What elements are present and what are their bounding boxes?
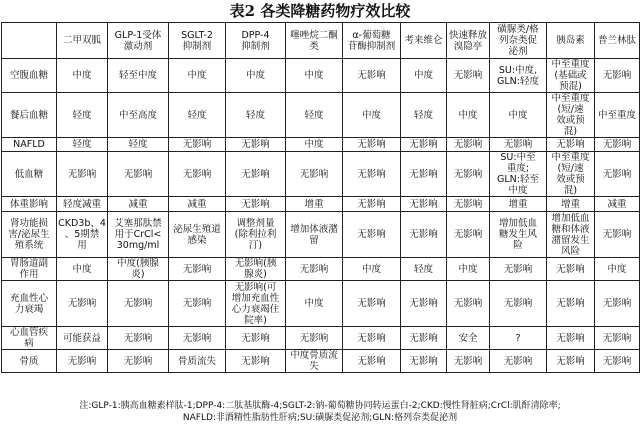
table-cell: 中度 bbox=[343, 93, 401, 138]
table-cell: 无影响 bbox=[57, 350, 108, 373]
table-row bbox=[2, 258, 640, 281]
table-cell: 中至重度 bbox=[595, 93, 640, 138]
table-cell: SU:中度, GLN:轻度 bbox=[490, 59, 547, 93]
table-cell: 无影响 bbox=[343, 281, 401, 327]
table-cell: 无影响 bbox=[447, 152, 490, 197]
table-cell: 增重 bbox=[286, 197, 343, 212]
table-cell: 中度(胰腺 炎) bbox=[108, 258, 169, 281]
column-header: GLP-1受体 激动剂 bbox=[108, 23, 169, 59]
table-cell: 无影响 bbox=[226, 327, 286, 350]
table-cell: 无影响 bbox=[401, 350, 447, 373]
table-cell: 中度骨质流 失 bbox=[286, 350, 343, 373]
table-cell: 中度 bbox=[447, 93, 490, 138]
table-cell: 无影响 bbox=[108, 350, 169, 373]
row-label: 充血性心 力衰竭 bbox=[2, 281, 57, 327]
table-cell: 中度 bbox=[57, 258, 108, 281]
table-cell: 中度 bbox=[401, 59, 447, 93]
table-row bbox=[2, 350, 640, 373]
table-row bbox=[2, 281, 640, 327]
column-header: 噻唑烷二酮 类 bbox=[286, 23, 343, 59]
table-cell: 无影响(胰 腺炎) bbox=[226, 258, 286, 281]
table-cell: 无影响 bbox=[226, 138, 286, 152]
table-cell: 中度 bbox=[226, 59, 286, 93]
column-header: 二甲双胍 bbox=[57, 23, 108, 59]
table-cell: 无影响 bbox=[401, 152, 447, 197]
table-cell: 增重 bbox=[547, 197, 595, 212]
table-cell: 轻度 bbox=[108, 138, 169, 152]
table-cell: 无影响 bbox=[226, 152, 286, 197]
row-label: 低血糖 bbox=[2, 152, 57, 197]
table-cell: 无影响 bbox=[108, 281, 169, 327]
table-cell: 轻度 bbox=[169, 93, 226, 138]
table-cell: 无影响 bbox=[595, 138, 640, 152]
row-label: 空腹血糖 bbox=[2, 59, 57, 93]
row-label: 餐后血糖 bbox=[2, 93, 57, 138]
table-cell: ? bbox=[490, 327, 547, 350]
table-cell: 无影响 bbox=[547, 258, 595, 281]
table-row bbox=[2, 59, 640, 93]
table-cell: 调整剂量 (除利拉利 汀) bbox=[226, 212, 286, 258]
table-cell: 无影响 bbox=[401, 197, 447, 212]
table-cell: 可能获益 bbox=[57, 327, 108, 350]
table-cell: 无影响 bbox=[57, 152, 108, 197]
column-header: 普兰林肽 bbox=[595, 23, 640, 59]
table-cell: 无影响 bbox=[595, 212, 640, 258]
table-cell: 无影响 bbox=[343, 212, 401, 258]
table-cell: 无影响(可 增加充血性 心力衰竭住 院率) bbox=[226, 281, 286, 327]
table-cell: 无影响 bbox=[401, 138, 447, 152]
comparison-table bbox=[1, 22, 640, 373]
table-cell: 中度 bbox=[490, 93, 547, 138]
table-cell: 安全 bbox=[447, 327, 490, 350]
table-cell: 无影响 bbox=[595, 327, 640, 350]
column-header: 磺脲类/格 列奈类促 泌剂 bbox=[490, 23, 547, 59]
table-cell: 无影响 bbox=[547, 281, 595, 327]
table-cell: 增加低血 糖和体液 潴留发生 风险 bbox=[547, 212, 595, 258]
column-header: 快速释放 溴隐亭 bbox=[447, 23, 490, 59]
row-label: 体重影响 bbox=[2, 197, 57, 212]
table-cell: 无影响 bbox=[343, 350, 401, 373]
table-cell: CKD3b、4 、5期禁 用 bbox=[57, 212, 108, 258]
table-cell: 无影响 bbox=[343, 59, 401, 93]
table-cell: 中度 bbox=[343, 258, 401, 281]
row-label: 肾功能损 害/泌尿生 殖系统 bbox=[2, 212, 57, 258]
table-cell: 轻度 bbox=[401, 93, 447, 138]
table-cell: 无影响 bbox=[343, 197, 401, 212]
table-cell: 泌尿生殖道 感染 bbox=[169, 212, 226, 258]
table-cell: 增加体液潴 留 bbox=[286, 212, 343, 258]
column-header: 考来维仑 bbox=[401, 23, 447, 59]
table-cell: 无影响 bbox=[447, 281, 490, 327]
table-row bbox=[2, 93, 640, 138]
table-cell: 无影响 bbox=[547, 138, 595, 152]
table-row bbox=[2, 138, 640, 152]
table-cell: 无影响 bbox=[169, 152, 226, 197]
table-cell: 无影响 bbox=[490, 281, 547, 327]
table-cell: 中度 bbox=[286, 59, 343, 93]
table-cell: 无影响 bbox=[447, 197, 490, 212]
table-cell: 无影响 bbox=[169, 258, 226, 281]
table-cell: 无影响 bbox=[401, 327, 447, 350]
table-cell: SU:中至 重度; GLN:轻至 中度 bbox=[490, 152, 547, 197]
table-cell: 无影响 bbox=[286, 258, 343, 281]
table-cell: 无影响 bbox=[108, 327, 169, 350]
table-cell: 轻度 bbox=[401, 258, 447, 281]
table-row bbox=[2, 152, 640, 197]
table-cell: 无影响 bbox=[57, 281, 108, 327]
column-header: 胰岛素 bbox=[547, 23, 595, 59]
table-cell: 轻度 bbox=[226, 93, 286, 138]
table-cell: 无影响 bbox=[226, 350, 286, 373]
column-header: SGLT-2 抑制剂 bbox=[169, 23, 226, 59]
table-cell: 艾塞那肽禁 用于CrCl< 30mg/ml bbox=[108, 212, 169, 258]
table-cell: 无影响 bbox=[490, 138, 547, 152]
table-cell: 无影响 bbox=[447, 59, 490, 93]
table-cell: 轻度 bbox=[57, 93, 108, 138]
table-title: 表2 各类降糖药物疗效比较 bbox=[229, 2, 411, 20]
table-cell: 骨质流失 bbox=[169, 350, 226, 373]
table-cell: 无影响 bbox=[169, 138, 226, 152]
table-cell: 无影响 bbox=[401, 281, 447, 327]
table-cell: 无影响 bbox=[343, 138, 401, 152]
table-row bbox=[2, 327, 640, 350]
table-cell: 中度 bbox=[286, 281, 343, 327]
table-cell: 增重 bbox=[490, 197, 547, 212]
table-cell: 无影响 bbox=[595, 281, 640, 327]
table-cell: 无影响 bbox=[595, 59, 640, 93]
table-cell: 中至重度 (基础或 预混) bbox=[547, 59, 595, 93]
row-label: NAFLD bbox=[2, 138, 57, 152]
table-cell: 中至高度 bbox=[108, 93, 169, 138]
table-cell: 中至重度 (短/速 效或预 混) bbox=[547, 152, 595, 197]
table-cell: 减重 bbox=[169, 197, 226, 212]
table-cell: 无影响 bbox=[490, 258, 547, 281]
header-row bbox=[2, 23, 640, 59]
header-corner-cell bbox=[2, 23, 57, 59]
table-cell: 无影响 bbox=[447, 138, 490, 152]
table-cell: 无影响 bbox=[286, 152, 343, 197]
table-cell: 无影响 bbox=[401, 212, 447, 258]
table-cell: 无影响 bbox=[547, 350, 595, 373]
table-cell: 无影响 bbox=[490, 350, 547, 373]
table-cell: 减重 bbox=[595, 197, 640, 212]
table-cell: 无影响 bbox=[169, 327, 226, 350]
table-cell: 轻至中度 bbox=[108, 59, 169, 93]
table-cell: 无影响 bbox=[343, 152, 401, 197]
row-label: 胃肠道副 作用 bbox=[2, 258, 57, 281]
table-cell: 中度 bbox=[447, 258, 490, 281]
table-cell: 无影响 bbox=[595, 152, 640, 197]
table-cell: 轻度 bbox=[57, 138, 108, 152]
table-cell: 中度 bbox=[169, 59, 226, 93]
table-cell: 中度 bbox=[57, 59, 108, 93]
table-cell: 无影响 bbox=[286, 327, 343, 350]
table-cell: 无影响 bbox=[447, 212, 490, 258]
table-cell: 减重 bbox=[108, 197, 169, 212]
table-cell: 无影响 bbox=[447, 350, 490, 373]
table-cell: 无影响 bbox=[226, 197, 286, 212]
table-cell: 中度 bbox=[286, 138, 343, 152]
table-cell: 无影响 bbox=[343, 327, 401, 350]
table-cell: 中至重度 (短/速 效或预 混) bbox=[547, 93, 595, 138]
table-cell: 轻度减重 bbox=[57, 197, 108, 212]
table-cell: 无影响 bbox=[169, 281, 226, 327]
column-header: α-葡萄糖 苷酶抑制剂 bbox=[343, 23, 401, 59]
row-label: 骨质 bbox=[2, 350, 57, 373]
table-row bbox=[2, 212, 640, 258]
table-cell: 无影响 bbox=[108, 152, 169, 197]
row-label: 心血管疾 病 bbox=[2, 327, 57, 350]
table-cell: 增加低血 糖发生风 险 bbox=[490, 212, 547, 258]
table-cell: 轻度 bbox=[286, 93, 343, 138]
table-cell: 无影响 bbox=[595, 350, 640, 373]
column-header: DPP-4 抑制剂 bbox=[226, 23, 286, 59]
table-cell: 中度 bbox=[595, 258, 640, 281]
footnote: 注:GLP-1:胰高血糖素样肽-1;DPP-4:二肽基肽酶-4;SGLT-2:钠-葡萄糖协同转运蛋白-2;CKD:慢性肾脏病;CrCl:肌酐清除率; NAFLD:非酒精性脂肪性肝病;SU:磺脲类促泌剂;GLN:格列奈类促泌剂 bbox=[79, 401, 561, 423]
table-cell: 无影响 bbox=[547, 327, 595, 350]
table-row bbox=[2, 197, 640, 212]
